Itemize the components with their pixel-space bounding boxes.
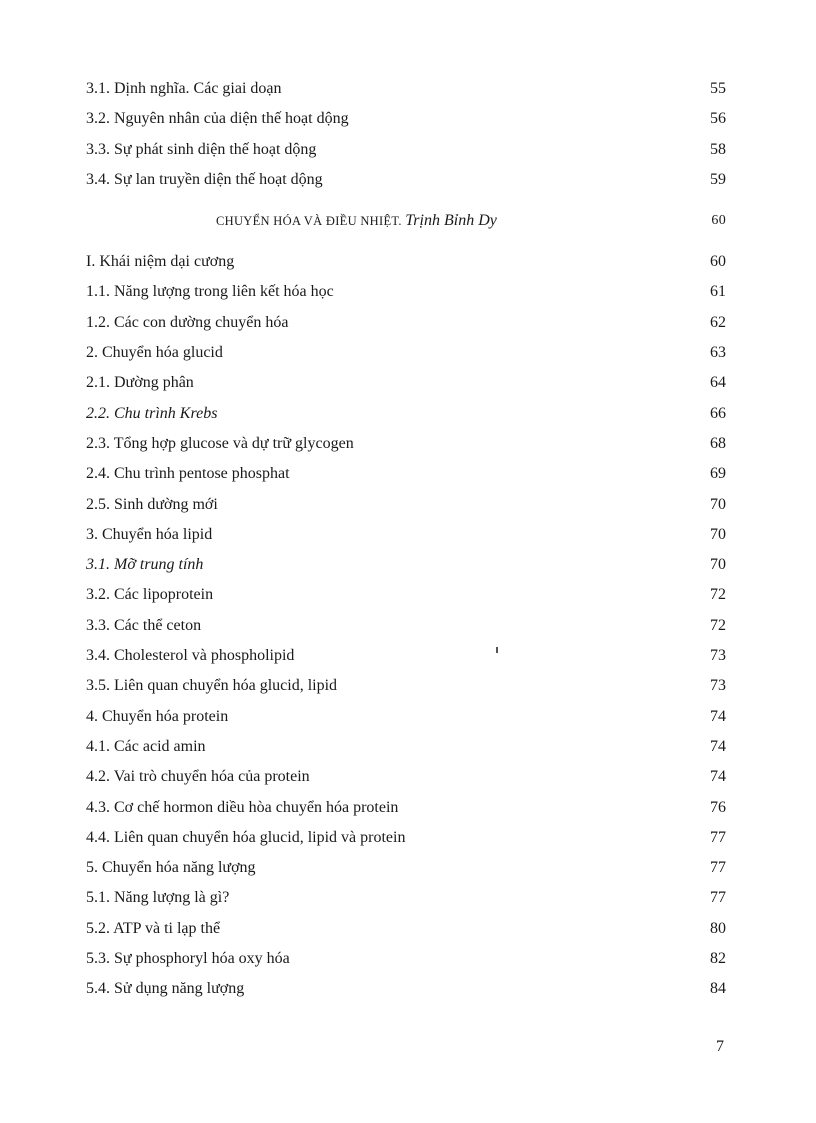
toc-entry-page: 84 <box>710 980 726 998</box>
toc-entry-page: 77 <box>710 828 726 846</box>
toc-entry <box>86 914 726 944</box>
toc-entry-page: 70 <box>710 525 726 543</box>
toc-entry <box>86 277 726 307</box>
toc-entry-label: 4.4. Liên quan chuyển hóa glucid, lipid và protein <box>86 828 406 846</box>
toc-entry-label: 2.1. Dường phân <box>86 374 194 392</box>
toc-entry <box>86 611 726 641</box>
toc-entry-page: 76 <box>710 798 726 816</box>
toc-entry-page: 56 <box>710 110 726 128</box>
toc-entry-page: 63 <box>710 344 726 362</box>
toc-entry-page: 62 <box>710 313 726 331</box>
toc-entry <box>86 853 726 883</box>
section-title: CHUYỂN HÓA VÀ ĐIỀU NHIỆT. <box>216 214 402 229</box>
toc-entry <box>86 308 726 338</box>
toc-entry-label: 4. Chuyển hóa protein <box>86 707 229 725</box>
toc-entry-page: 77 <box>710 859 726 877</box>
toc-entry <box>86 247 726 277</box>
toc-entry-page: 80 <box>710 919 726 937</box>
toc-entry-label: 3.4. Cholesterol và phospholipid <box>86 647 295 665</box>
toc-entry-label: 4.1. Các acid amin <box>86 737 206 755</box>
toc-entry <box>86 974 726 1004</box>
toc-entry <box>86 490 726 520</box>
toc-entry <box>86 429 726 459</box>
toc-entry-page: 60 <box>710 253 726 271</box>
toc-entry-page: 82 <box>710 950 726 968</box>
toc-entry <box>86 399 726 429</box>
toc-entry <box>86 793 726 823</box>
toc-entry <box>86 550 726 580</box>
toc-entry-page: 66 <box>710 404 726 422</box>
toc-entry <box>86 762 726 792</box>
toc-entry-label: 2.4. Chu trình pentose phosphat <box>86 465 290 483</box>
toc-entry-label: 1.1. Năng lượng trong liên kết hóa học <box>86 283 334 301</box>
toc-entry-label: 3.4. Sự lan truyền diện thế hoạt dộng <box>86 170 323 188</box>
toc-entry-label: 4.2. Vai trò chuyển hóa của protein <box>86 768 310 786</box>
toc-entry-page: 69 <box>710 465 726 483</box>
toc-entry <box>86 883 726 913</box>
toc-entry-label: 1.2. Các con dường chuyển hóa <box>86 313 289 331</box>
toc-entry-page: 68 <box>710 434 726 452</box>
toc-entry <box>86 104 726 134</box>
toc-entry <box>86 135 726 165</box>
section-heading-label <box>216 195 497 247</box>
scan-speck <box>496 647 498 653</box>
toc-entry <box>86 641 726 671</box>
toc-section-entries <box>86 247 726 1004</box>
toc-entry <box>86 732 726 762</box>
toc-entry-page: 72 <box>710 616 726 634</box>
toc-entry-page: 74 <box>710 737 726 755</box>
toc-entry-label: 3.2. Nguyên nhân của diện thế hoạt dộng <box>86 110 349 128</box>
toc-entry <box>86 702 726 732</box>
toc-entry <box>86 74 726 104</box>
toc-entry-label: 5.4. Sử dụng năng lượng <box>86 980 245 998</box>
toc-entry <box>86 520 726 550</box>
toc-entry-page: 55 <box>710 80 726 97</box>
toc-entry-label: 3.1. Mỡ trung tính <box>86 556 204 574</box>
section-page-number: 60 <box>711 213 726 229</box>
toc-entry-label: 5.1. Năng lượng là gì? <box>86 889 230 907</box>
toc-entry-label: 2.2. Chu trình Krebs <box>86 404 218 422</box>
toc-entry-label: 3.3. Sự phát sinh diện thế hoạt dộng <box>86 140 317 158</box>
toc-entry-label: 3.5. Liên quan chuyển hóa glucid, lipid <box>86 677 338 695</box>
toc-entry-label: 5.2. ATP và ti lạp thể <box>86 919 221 937</box>
toc-entry-page: 59 <box>710 170 726 188</box>
toc-entry-label: 3.2. Các lipoprotein <box>86 586 214 604</box>
toc-entry-label: 2.3. Tổng hợp glucose và dự trữ glycogen <box>86 434 354 452</box>
toc-entry-label: 3.3. Các thể ceton <box>86 616 202 634</box>
toc-entry <box>86 823 726 853</box>
toc-top-entries <box>86 74 726 195</box>
toc-entry-page: 70 <box>710 556 726 574</box>
toc-entry <box>86 338 726 368</box>
toc-section-heading <box>86 195 726 247</box>
toc-entry-label: 2.5. Sinh dường mới <box>86 495 218 513</box>
table-of-contents <box>86 74 726 1005</box>
toc-entry-page: 77 <box>710 889 726 907</box>
toc-entry <box>86 459 726 489</box>
toc-entry-page: 73 <box>710 677 726 695</box>
page-folio: 7 <box>716 1038 724 1055</box>
toc-entry-label: 3. Chuyển hóa lipid <box>86 525 213 543</box>
toc-entry-page: 58 <box>710 140 726 158</box>
toc-entry-page: 70 <box>710 495 726 513</box>
toc-entry-label: I. Khái niệm dại cương <box>86 253 235 271</box>
toc-entry <box>86 368 726 398</box>
section-author: Trịnh Bỉnh Dy <box>405 212 497 230</box>
toc-entry <box>86 165 726 195</box>
toc-entry-page: 73 <box>710 647 726 665</box>
toc-entry-page: 74 <box>710 768 726 786</box>
toc-entry-label: 2. Chuyển hóa glucid <box>86 344 223 362</box>
toc-entry-label: 3.1. Dịnh nghĩa. Các giai doạn <box>86 80 282 97</box>
toc-entry-label: 5. Chuyển hóa năng lượng <box>86 859 256 877</box>
toc-entry <box>86 671 726 701</box>
toc-entry-page: 72 <box>710 586 726 604</box>
toc-entry-label: 5.3. Sự phosphoryl hóa oxy hóa <box>86 950 290 968</box>
toc-entry-label: 4.3. Cơ chế hormon diều hòa chuyển hóa protein <box>86 798 399 816</box>
toc-entry <box>86 580 726 610</box>
toc-entry-page: 74 <box>710 707 726 725</box>
toc-entry-page: 64 <box>710 374 726 392</box>
toc-entry <box>86 944 726 974</box>
toc-entry-page: 61 <box>710 283 726 301</box>
